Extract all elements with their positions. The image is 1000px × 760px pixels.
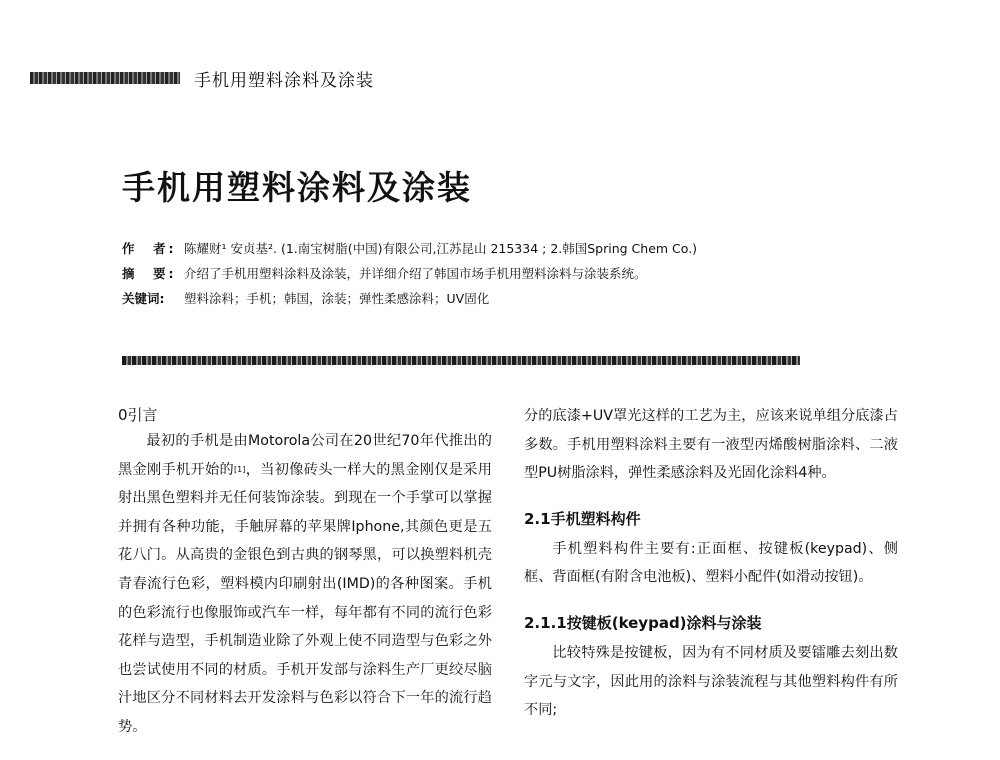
authors-label: 作 者:: [122, 241, 177, 256]
keywords-text: 塑料涂料；手机；韩国，涂装；弹性柔感涂料；UV固化: [184, 291, 490, 306]
authors-text: 陈耀财¹ 安贞基². (1.南宝树脂(中国)有限公司,江苏昆山 215334 ; 2.韩国Spring Chem Co.): [184, 241, 698, 256]
intro-text-part2: ，当初像砖头一样大的黑金刚仅是采用射出黑色塑料并无任何装饰涂装。到现在一个手掌可以掌握并拥有各种功能，手触屏幕的苹果牌Iphone,其颜色更是五花八门。从高贵的金银色到古典的钢琴黑，可以换塑料机壳青春流行色彩，塑料模内印刷射出(IMD)的各种图案。手机的色彩流行也像服饰或汽车一样，每年都有不同的流行色彩花样与造型，手机制造业除了外观上使不同造型与色彩之外也尝试使用不同的材质。手机开发部与涂料生产厂更绞尽脑汁地区分不同材料去开发涂料与色彩以符合下一年的流行趋势。: [118, 461, 492, 735]
header-decoration-bar: [30, 72, 180, 84]
left-column: [118, 404, 492, 742]
continued-paragraph: 分的底漆+UV罩光这样的工艺为主，应该来说单组分底漆占多数。手机用塑料涂料主要有一液型丙烯酸树脂涂料、二液型PU树脂涂料，弹性柔感涂料及光固化涂料4种。: [524, 408, 898, 482]
authors-row: [122, 236, 697, 261]
abstract-row: [122, 261, 697, 286]
keywords-row: [122, 286, 697, 311]
section-2-1-heading: 2.1手机塑料构件: [524, 509, 641, 528]
article-title: 手机用塑料涂料及涂装: [122, 168, 472, 207]
section-2-1-1-heading: 2.1.1按键板(keypad)涂料与涂装: [524, 613, 762, 632]
section-divider: [122, 356, 800, 365]
intro-paragraph: [118, 427, 492, 742]
keywords-label: 关键词:: [122, 291, 165, 306]
intro-text-part1: 最初的手机是由Motorola公司在20世纪70年代推出的黑金刚手机开始的: [118, 433, 492, 478]
abstract-text: 介绍了手机用塑料涂料及涂装，并详细介绍了韩国市场手机用塑料涂料与涂装系统。: [184, 266, 647, 281]
section-2-1-text: 手机塑料构件主要有:正面框、按键板(keypad)、侧框、背面框(有附含电池板)、塑料小配件(如滑动按钮)。: [524, 540, 898, 586]
running-header: [30, 66, 374, 90]
intro-heading: 0引言: [118, 406, 158, 424]
abstract-label: 摘 要:: [122, 266, 177, 281]
running-title: 手机用塑料涂料及涂装: [194, 70, 374, 91]
article-meta: [122, 236, 697, 311]
citation-ref: [1]: [234, 464, 246, 474]
section-2-1-1-text: 比较特殊是按键板，因为有不同材质及要镭雕去刻出数字元与文字，因此用的涂料与涂装流程与其他塑料构件有所不同;: [524, 644, 898, 719]
right-column: [524, 402, 898, 725]
